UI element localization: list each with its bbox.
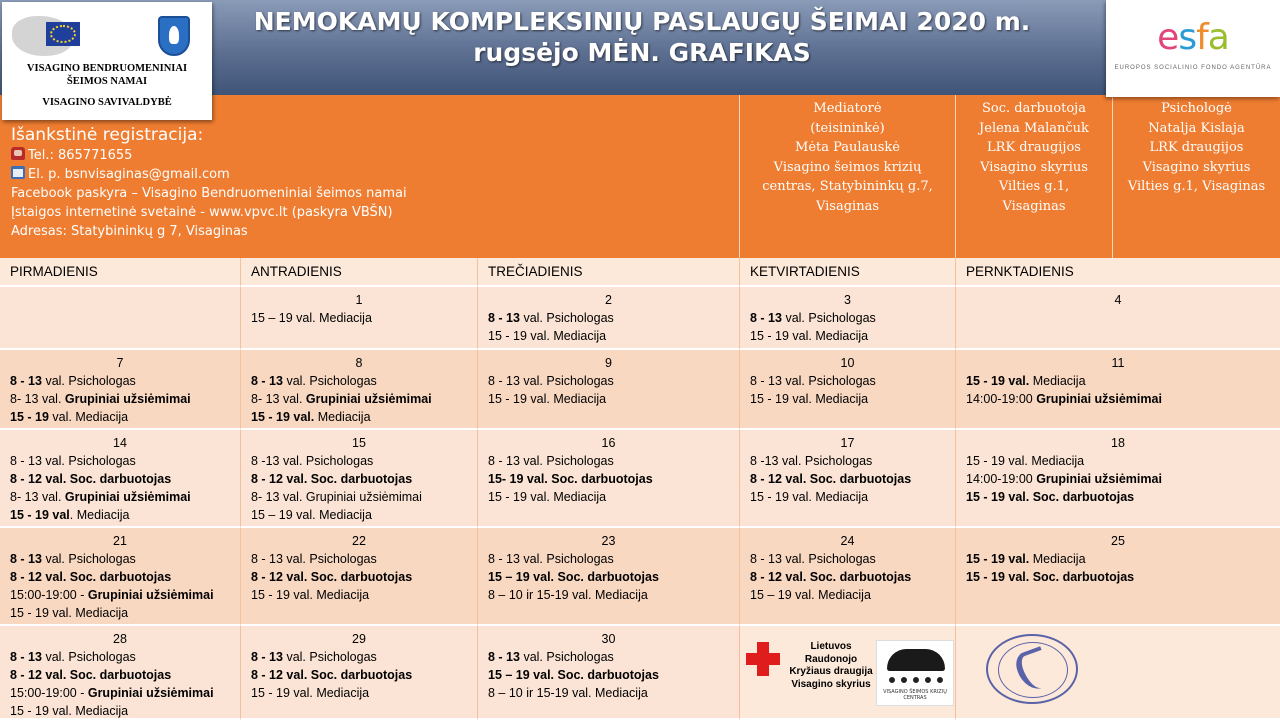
schedule-line — [251, 666, 477, 684]
schedule-line-text: Mediacija — [314, 410, 371, 424]
specialist-mediator — [740, 95, 956, 258]
specialist-social-worker — [956, 95, 1113, 258]
schedule-line-bold: 8 - 13 — [10, 552, 42, 566]
day-cell — [478, 287, 740, 350]
schedule-line-text: 8- 13 val. Grupiniai užsiėmimai — [251, 490, 422, 504]
schedule-line-text: val. Psichologas — [781, 311, 876, 325]
day-cell — [956, 430, 1280, 528]
schedule-line — [488, 327, 739, 345]
day-number: 2 — [605, 293, 612, 307]
weekday-header: KETVIRTADIENIS — [740, 258, 956, 287]
specialist-line: Visaginas — [815, 198, 879, 214]
schedule-line-bold: 8 - 12 val. Soc. darbuotojas — [750, 570, 912, 584]
eu-flag-icon — [46, 22, 80, 46]
schedule-line-bold: 8 - 13 — [488, 650, 520, 664]
day-cell — [740, 528, 956, 626]
schedule-line-bold: Grupiniai užsiėmimai — [1036, 472, 1162, 486]
schedule-line — [251, 586, 477, 604]
schedule-line-bold: Grupiniai užsiėmimai — [1036, 392, 1162, 406]
visaginas-crest-icon — [158, 16, 190, 56]
phone-text: Tel.: 865771655 — [28, 148, 133, 163]
schedule-line-text: 8 -13 val. Psichologas — [251, 454, 374, 468]
schedule-line-bold: 15 – 19 val. Soc. darbuotojas — [488, 570, 659, 584]
schedule-line-bold: 8 - 13 — [488, 311, 520, 325]
schedule-line — [750, 390, 955, 408]
phone-icon — [11, 147, 25, 160]
schedule-line — [251, 470, 477, 488]
schedule-line-text: 8 - 13 val. Psichologas — [251, 552, 377, 566]
day-cell — [241, 430, 478, 528]
email-text: El. p. bsnvisaginas@gmail.com — [28, 167, 230, 182]
day-cell — [740, 350, 956, 430]
schedule-line — [966, 550, 1280, 568]
day-number: 14 — [113, 436, 127, 450]
pelican-seal-icon — [986, 634, 1078, 704]
schedule-line-text: 14:00-19:00 — [966, 472, 1037, 486]
schedule-line-text: 15 - 19 val. Mediacija — [750, 490, 869, 504]
schedule-line-bold: Grupiniai užsiėmimai — [87, 686, 214, 700]
org-name-line-2: ŠEIMOS NAMAI — [66, 76, 148, 87]
specialist-line: LRK draugijos — [987, 140, 1081, 155]
schedule-line — [10, 470, 240, 488]
crisis-center-name: VISAGINO ŠEIMOS KRIZIŲ CENTRAS — [883, 689, 947, 701]
schedule-line-bold: Grupiniai užsiėmimai — [87, 588, 214, 602]
schedule-line-bold: 8 - 13 — [10, 374, 42, 388]
schedule-line-text: 8 - 13 val. Psichologas — [488, 552, 614, 566]
day-number: 15 — [352, 436, 366, 450]
specialist-line: Visaginas — [1002, 198, 1066, 214]
day-cell — [241, 350, 478, 430]
schedule-line-bold: 8 - 13 — [10, 650, 42, 664]
schedule-line — [750, 550, 955, 568]
schedule-line-text: val. Psichologas — [41, 374, 136, 388]
title-line-2: rugsėjo MĖN. GRAFIKAS — [473, 38, 811, 67]
schedule-line — [10, 488, 240, 506]
page-title — [214, 6, 1070, 68]
specialist-line: Psichologė — [1161, 101, 1232, 116]
weekday-header: PERNKTADIENIS — [956, 258, 1280, 287]
schedule-line — [488, 550, 739, 568]
schedule-line — [966, 390, 1280, 408]
schedule-line-text: 15 - 19 val. Mediacija — [966, 454, 1085, 468]
schedule-line-text: . Mediacija — [69, 508, 130, 522]
schedule-line — [966, 568, 1280, 586]
schedule-line-bold: 15 - 19 — [10, 410, 49, 424]
schedule-line — [251, 506, 477, 524]
schedule-line-text: 8 - 13 val. Psichologas — [750, 374, 876, 388]
specialist-line: centras, Statybininkų g.7, — [762, 179, 933, 194]
day-number: 28 — [113, 632, 127, 646]
schedule-line — [10, 604, 240, 622]
schedule-table — [0, 258, 1280, 720]
schedule-line-text: 8 - 13 val. Psichologas — [750, 552, 876, 566]
schedule-line-bold: 8 - 12 val. Soc. darbuotojas — [251, 668, 413, 682]
day-cell — [0, 626, 241, 720]
specialist-line: Vilties g.1, Visaginas — [1127, 179, 1266, 194]
schedule-line-bold: 15- 19 val. Soc. darbuotojas — [488, 472, 653, 486]
esfa-letter-s: s — [1178, 17, 1197, 58]
redcross-line: Kryžiaus draugija — [789, 666, 873, 677]
day-cell — [0, 287, 241, 350]
mail-icon — [11, 166, 25, 179]
esfa-letter-e: e — [1157, 17, 1179, 58]
schedule-line-text: 8 - 13 val. Psichologas — [10, 454, 136, 468]
day-cell — [241, 287, 478, 350]
schedule-line-bold: 8 - 12 val. Soc. darbuotojas — [251, 472, 413, 486]
weekday-header: TREČIADIENIS — [478, 258, 740, 287]
specialist-line: Jelena Malančuk — [979, 120, 1089, 136]
schedule-line — [488, 390, 739, 408]
schedule-line — [488, 470, 739, 488]
specialist-line: Visagino skyrius — [1142, 159, 1251, 175]
schedule-line — [966, 488, 1280, 506]
specialist-psychologist — [1113, 95, 1280, 258]
schedule-line-bold: 8 - 13 — [251, 650, 283, 664]
day-number: 16 — [601, 436, 616, 450]
schedule-line — [10, 506, 240, 524]
schedule-line — [750, 372, 955, 390]
day-cell — [0, 350, 241, 430]
schedule-line — [10, 452, 240, 470]
day-number: 29 — [352, 632, 366, 646]
day-cell — [956, 287, 1280, 350]
schedule-line-text: 8 – 10 ir 15-19 val. Mediacija — [488, 686, 648, 700]
schedule-line — [966, 470, 1280, 488]
schedule-line-bold: 15 - 19 val. Soc. darbuotojas — [966, 490, 1135, 504]
schedule-line-bold: 15 - 19 val. — [966, 374, 1030, 388]
partner-logos — [740, 624, 956, 720]
schedule-line-text: 8 -13 val. Psichologas — [750, 454, 873, 468]
schedule-line — [488, 586, 739, 604]
schedule-line — [10, 550, 240, 568]
schedule-line-text: val. Psichologas — [282, 650, 377, 664]
schedule-line-bold: 15 - 19 val. Soc. darbuotojas — [966, 570, 1135, 584]
email-line — [11, 165, 739, 184]
schedule-line-text: 15 - 19 val. Mediacija — [488, 329, 607, 343]
schedule-line-bold: 15 - 19 val. — [966, 552, 1030, 566]
schedule-line-text: 15 - 19 val. Mediacija — [488, 490, 607, 504]
weekday-header: ANTRADIENIS — [241, 258, 478, 287]
day-cell — [478, 350, 740, 430]
schedule-line-text: Mediacija — [1029, 552, 1086, 566]
specialist-line: LRK draugijos — [1149, 140, 1244, 155]
day-cell — [478, 528, 740, 626]
schedule-line — [251, 648, 477, 666]
redcross-line: Visagino skyrius — [791, 678, 871, 690]
esfa-letter-a: a — [1207, 17, 1229, 58]
schedule-line — [966, 452, 1280, 470]
schedule-line — [10, 666, 240, 684]
schedule-line — [10, 372, 240, 390]
day-number: 22 — [352, 534, 366, 548]
schedule-line-text: 8- 13 val. — [10, 392, 65, 406]
day-cell — [956, 350, 1280, 430]
day-number: 11 — [1111, 356, 1125, 370]
weekday-header: PIRMADIENIS — [0, 258, 241, 287]
schedule-line-text: 8 – 10 ir 15-19 val. Mediacija — [488, 588, 648, 602]
schedule-line-text: val. Psichologas — [41, 650, 136, 664]
schedule-line-text: 15 – 19 val. Mediacija — [750, 588, 871, 602]
schedule-line-bold: Grupiniai užsiėmimai — [64, 392, 191, 406]
schedule-line-text: 8 - 13 val. Psichologas — [488, 454, 614, 468]
schedule-line — [10, 684, 240, 702]
day-cell — [241, 626, 478, 720]
schedule-line — [750, 586, 955, 604]
schedule-line-text: 15 - 19 val. Mediacija — [251, 686, 370, 700]
specialist-line: (teisininkė) — [810, 120, 885, 136]
day-number: 25 — [1111, 534, 1125, 548]
schedule-line — [488, 488, 739, 506]
day-number: 24 — [840, 534, 855, 548]
schedule-line-bold: 8 - 13 — [251, 374, 283, 388]
esfa-letter-f: f — [1196, 17, 1208, 58]
registration-heading: Išankstinė registracija: — [11, 125, 204, 145]
schedule-line-text: 15 – 19 val. Mediacija — [251, 311, 372, 325]
schedule-line-text: 15 - 19 val. Mediacija — [10, 606, 129, 620]
schedule-line-bold: 15 - 19 val — [10, 508, 70, 522]
schedule-line — [251, 309, 477, 327]
schedule-line — [488, 309, 739, 327]
red-cross-icon — [746, 642, 780, 676]
schedule-line-text: 8- 13 val. — [251, 392, 306, 406]
schedule-line-text: 14:00-19:00 — [966, 392, 1037, 406]
day-number: 1 — [355, 293, 363, 307]
facebook-line: Facebook paskyra – Visagino Bendruomeniniai šeimos namai — [11, 186, 407, 201]
schedule-line-bold: 8 - 12 val. Soc. darbuotojas — [251, 570, 413, 584]
day-number: 18 — [1111, 436, 1125, 450]
schedule-line — [251, 568, 477, 586]
day-cell — [740, 430, 956, 528]
schedule-line — [251, 550, 477, 568]
specialist-line: Vilties g.1, — [998, 179, 1070, 194]
specialist-line: Mėta Paulauskė — [795, 140, 900, 155]
municipality-name: VISAGINO SAVIVALDYBĖ — [42, 97, 172, 108]
schedule-line — [10, 586, 240, 604]
schedule-line-text: 15:00-19:00 - — [10, 686, 88, 700]
schedule-line-text: val. Mediacija — [48, 410, 129, 424]
eu-fund-text — [82, 16, 144, 56]
schedule-line-text: val. Psichologas — [41, 552, 136, 566]
schedule-line-text: val. Psichologas — [519, 311, 614, 325]
schedule-line-bold: 8 - 12 val. Soc. darbuotojas — [750, 472, 912, 486]
schedule-line — [10, 568, 240, 586]
schedule-line-text: 15 - 19 val. Mediacija — [750, 392, 869, 406]
day-number: 17 — [840, 436, 855, 450]
day-cell — [478, 430, 740, 528]
day-number: 8 — [355, 356, 363, 370]
day-cell — [956, 528, 1280, 626]
schedule-line-bold: 8 - 12 val. Soc. darbuotojas — [10, 668, 172, 682]
crisis-center-logo — [876, 640, 954, 706]
esfa-logo — [1106, 0, 1280, 97]
day-number: 23 — [601, 534, 616, 548]
schedule-line — [750, 327, 955, 345]
schedule-line — [966, 372, 1280, 390]
redcross-line: Lietuvos Raudonojo — [804, 641, 858, 665]
schedule-line — [251, 408, 477, 426]
website-line: Įstaigos internetinė svetainė - www.vpvc.lt (paskyra VBŠN) — [11, 205, 393, 220]
day-number: 3 — [844, 293, 851, 307]
redcross-name — [786, 641, 876, 691]
day-cell — [478, 626, 740, 720]
schedule-line — [251, 684, 477, 702]
schedule-line — [750, 488, 955, 506]
schedule-line-bold: 15 - 19 val. — [251, 410, 315, 424]
schedule-line-bold: Grupiniai užsiėmimai — [64, 490, 191, 504]
schedule-line — [10, 648, 240, 666]
day-number: 10 — [840, 356, 855, 370]
org-name-line-1: VISAGINO BENDRUOMENINIAI — [26, 63, 188, 74]
specialist-line: Natalja Kislaja — [1148, 120, 1245, 136]
schedule-line-text: val. Psichologas — [519, 650, 614, 664]
schedule-line — [750, 452, 955, 470]
phone-line — [11, 146, 739, 165]
schedule-line — [488, 648, 739, 666]
day-number: 4 — [1114, 293, 1122, 307]
schedule-line-bold: Grupiniai užsiėmimai — [305, 392, 432, 406]
day-cell — [0, 528, 241, 626]
umbrella-logo-icon — [887, 649, 945, 671]
schedule-line — [10, 408, 240, 426]
specialist-line: Visagino skyrius — [980, 159, 1088, 175]
schedule-line — [251, 488, 477, 506]
day-number: 9 — [605, 356, 612, 370]
esfa-wordmark — [1106, 18, 1280, 58]
schedule-line — [488, 372, 739, 390]
schedule-line-text: 15:00-19:00 - — [10, 588, 88, 602]
title-line-1: NEMOKAMŲ KOMPLEKSINIŲ PASLAUGŲ ŠEIMAI 2020 m. — [253, 7, 1031, 36]
schedule-line — [488, 666, 739, 684]
schedule-line — [488, 684, 739, 702]
day-number: 21 — [113, 534, 127, 548]
schedule-line-text: Mediacija — [1029, 374, 1086, 388]
schedule-line — [750, 470, 955, 488]
schedule-line-text: val. Psichologas — [282, 374, 377, 388]
schedule-line-bold: 8 - 12 val. Soc. darbuotojas — [10, 570, 172, 584]
schedule-line — [10, 390, 240, 408]
org-name — [2, 62, 212, 88]
day-number: 7 — [116, 356, 124, 370]
schedule-line-text: 15 - 19 val. Mediacija — [750, 329, 869, 343]
specialist-line: Mediatorė — [813, 101, 882, 116]
esfa-subtitle: EUROPOS SOCIALINIO FONDO AGENTŪRA — [1114, 65, 1272, 71]
seal-logo-cell — [956, 624, 1280, 720]
people-icon — [889, 673, 943, 683]
schedule-line-bold: 8 - 12 val. Soc. darbuotojas — [10, 472, 172, 486]
schedule-line-text: 8 - 13 val. Psichologas — [488, 374, 614, 388]
schedule-line — [750, 309, 955, 327]
schedule-line-text: 15 – 19 val. Mediacija — [251, 508, 372, 522]
schedule-line-text: 15 - 19 val. Mediacija — [251, 588, 370, 602]
schedule-line-text: 8- 13 val. — [10, 490, 65, 504]
schedule-line-text: 15 - 19 val. Mediacija — [10, 704, 129, 718]
visaginas-logo — [2, 2, 212, 120]
schedule-line — [488, 568, 739, 586]
day-cell — [0, 430, 241, 528]
specialist-line: Visagino šeimos krizių — [773, 159, 922, 175]
schedule-line-bold: 8 - 13 — [750, 311, 782, 325]
schedule-line — [251, 372, 477, 390]
specialist-line: Soc. darbuotoja — [982, 101, 1086, 116]
schedule-line — [10, 702, 240, 720]
day-cell — [241, 528, 478, 626]
day-cell — [740, 287, 956, 350]
schedule-line — [251, 452, 477, 470]
schedule-line-bold: 15 – 19 val. Soc. darbuotojas — [488, 668, 659, 682]
address-line: Adresas: Statybininkų g 7, Visaginas — [11, 224, 248, 239]
schedule-line-text: 15 - 19 val. Mediacija — [488, 392, 607, 406]
schedule-line — [488, 452, 739, 470]
schedule-line — [750, 568, 955, 586]
schedule-line — [251, 390, 477, 408]
day-number: 30 — [601, 632, 616, 646]
